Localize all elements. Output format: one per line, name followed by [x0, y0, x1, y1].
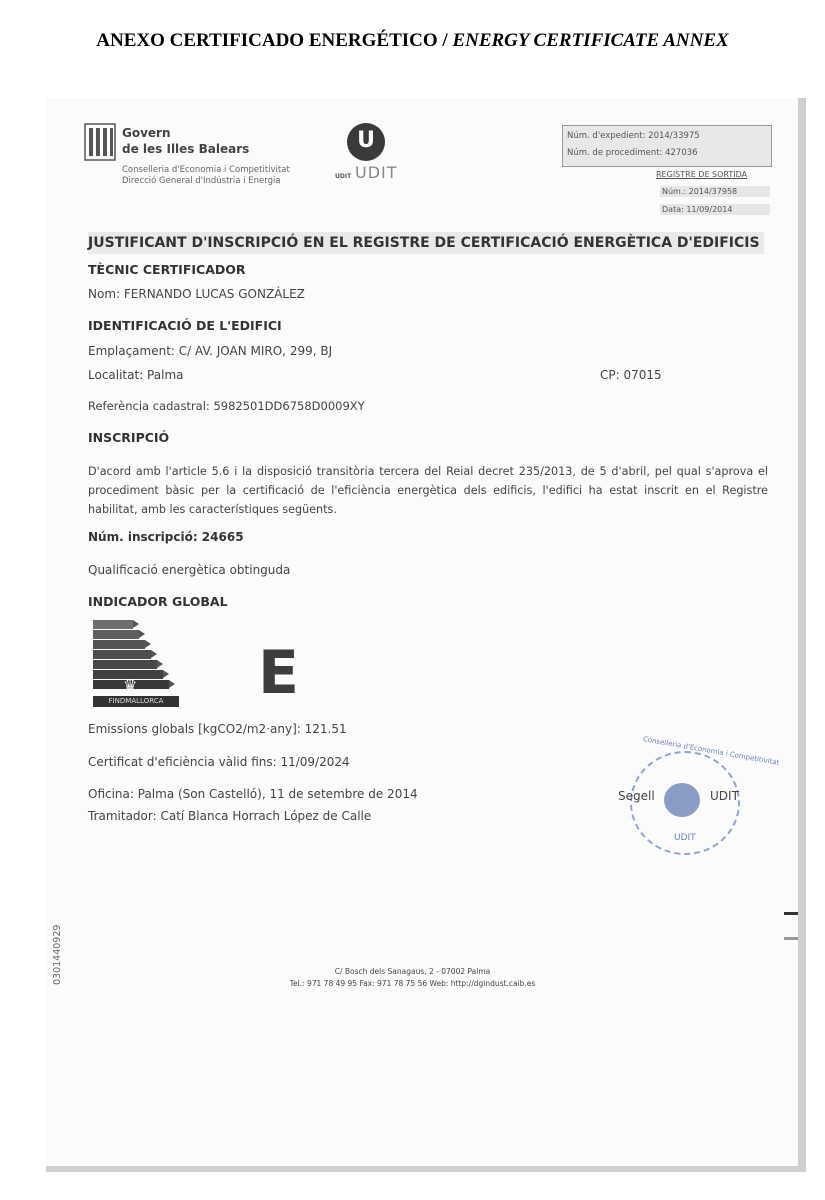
crown-icon: ♛ [123, 676, 138, 695]
registre-sortida [656, 170, 770, 222]
sortida-number: Núm.: 2014/37958 [660, 186, 770, 197]
indicador-title: INDICADOR GLOBAL [88, 594, 228, 609]
indicator-footer: FINDMALLORCA [93, 696, 179, 707]
energy-rating-scale [93, 618, 185, 710]
conselleria: Conselleria d'Economia i Competitivitat [122, 165, 290, 175]
segell-udit: UDIT [710, 789, 739, 803]
official-stamp [612, 735, 780, 858]
postal-code: CP: 07015 [600, 368, 662, 382]
validesa: Certificat d'eficiència vàlid fins: 11/09/2024 [88, 755, 350, 769]
sortida-title: REGISTRE DE SORTIDA [656, 170, 748, 179]
stamp-top-text: Conselleria d'Economia i Competitivitat [642, 735, 780, 767]
rating-bar-c [93, 640, 145, 649]
govern-line1: Govern [122, 126, 171, 140]
tramitador: Tramitador: Catí Blanca Horrach López de Calle [88, 809, 372, 823]
qualificacio-label: Qualificació energètica obtinguda [88, 563, 291, 577]
referencia-cadastral: Referència cadastral: 5982501DD6758D0009XY [88, 399, 365, 413]
inscripcio-text: D'acord amb l'article 5.6 i la disposició transitòria tercera del Reial decret 235/2013, de 5 d'abril, pel qual s'aprova el procediment bàsic per la certificació de l'eficiència energètica dels edificis, l'edifici ha estat inscrit en el Registre habilitat, amb les característiques següents. [88, 465, 768, 516]
edifici-title: IDENTIFICACIÓ DE L'EDIFICI [88, 318, 282, 333]
document-heading: JUSTIFICANT D'INSCRIPCIÓ EN EL REGISTRE DE CERTIFICACIÓ ENERGÈTICA D'EDIFICIS [88, 232, 764, 254]
annex-title [0, 30, 825, 52]
annex-title-es: ANEXO CERTIFICADO ENERGÉTICO / [96, 30, 448, 51]
tecnic-title: TÈCNIC CERTIFICADOR [88, 262, 246, 277]
expedient-number: Núm. d'expedient: 2014/33975 [567, 131, 700, 141]
edge-mark [784, 937, 798, 940]
footer-contact: Tel.: 971 78 49 95 Fax: 971 78 75 56 Web: http://dgindust.caib.es [289, 979, 536, 988]
inscripcio-title: INSCRIPCIÓ [88, 430, 170, 445]
emplacament: Emplaçament: C/ AV. JOAN MIRO, 299, BJ [88, 344, 333, 358]
stamp-seal-icon [664, 783, 700, 817]
govern-logo [84, 123, 324, 189]
udit-logo [335, 123, 405, 189]
udit-small-label: UDIT [335, 173, 352, 180]
annex-title-en: ENERGY CERTIFICATE ANNEX [452, 30, 729, 51]
side-code: 0301440929 [52, 924, 63, 985]
rating-bar-b [93, 630, 139, 639]
localitat: Localitat: Palma [88, 368, 184, 382]
procediment-number: Núm. de procediment: 427036 [567, 148, 698, 158]
sortida-date: Data: 11/09/2014 [660, 204, 770, 215]
inscription-number: Núm. inscripció: 24665 [88, 530, 244, 544]
stamp-bottom-text: UDIT [674, 833, 696, 843]
rating-bar-d [93, 650, 151, 659]
rating-bar-e [93, 660, 157, 669]
edge-mark [784, 912, 798, 915]
govern-shield-icon [84, 123, 116, 161]
emissions: Emissions globals [kgCO2/m2·any]: 121.51 [88, 722, 347, 736]
direccio-general: Direcció General d'Indústria i Energia [122, 176, 281, 186]
segell-label: Segell [618, 789, 655, 803]
oficina: Oficina: Palma (Son Castelló), 11 de setembre de 2014 [88, 787, 418, 801]
rating-bar-a [93, 620, 133, 629]
reference-box [562, 125, 772, 167]
udit-u-glyph: U [357, 128, 375, 153]
govern-name [122, 125, 249, 157]
govern-line2: de les Illes Balears [122, 142, 250, 156]
energy-grade: E [258, 638, 299, 708]
tecnic-name: Nom: FERNANDO LUCAS GONZÁLEZ [88, 287, 305, 301]
udit-word: UDIT [355, 163, 398, 182]
govern-department [122, 165, 290, 187]
footer-address: C/ Bosch dels Sanagaus, 2 - 07002 Palma [334, 967, 491, 976]
